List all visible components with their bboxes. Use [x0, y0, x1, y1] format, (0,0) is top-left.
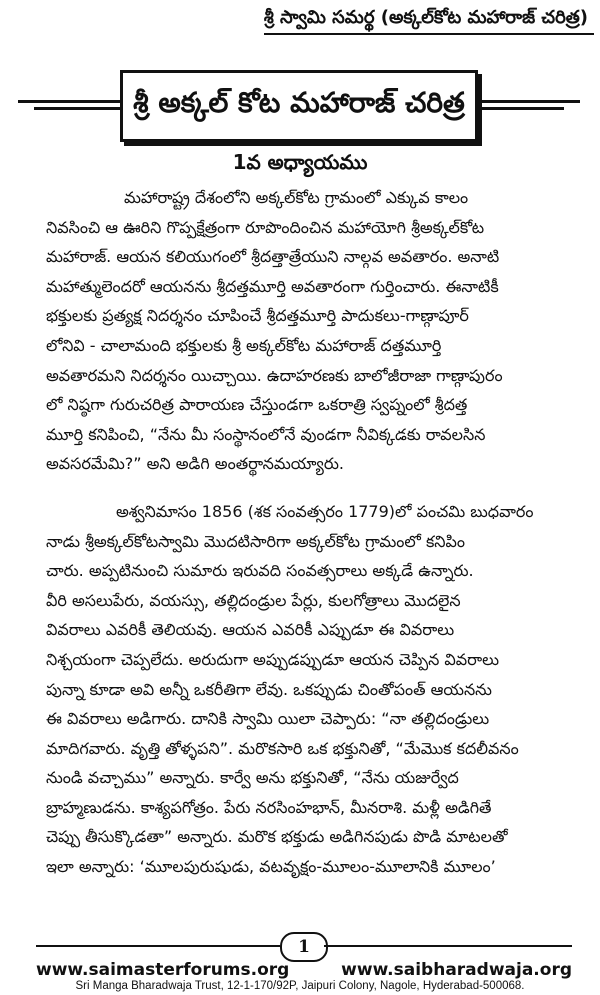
footer-url-right[interactable]: www.saibharadwaja.org	[341, 960, 572, 980]
right-ornament-rail	[476, 107, 564, 110]
left-ornament-rail	[34, 107, 122, 110]
left-ornament-rail	[18, 100, 122, 103]
text-line: నివసించి ఆ ఊరిని గొప్పక్షేత్రంగా రూపొందించిన మహాయోగి శ్రీఅక్కల్‌కోట	[46, 217, 485, 237]
footer-url-left[interactable]: www.saimasterforums.org	[36, 960, 290, 980]
text-line: భక్తులకు ప్రత్యక్ష నిదర్శనం చూపించే శ్రీదత్తమూర్తి పాదుకలు-గాణ్గాపూర్	[46, 306, 469, 326]
text-line: ఈ వివరాలు అడిగారు. దానికి స్వామి యిలా చెప్పారు: “నా తల్లిదండ్రులు	[46, 709, 490, 729]
text-line: అశ్వనిమాసం 1856 (శక సంవత్సరం 1779)లో పంచమి బుధవారం	[116, 501, 534, 521]
page-rule-left	[36, 945, 280, 947]
text-line: లోనివి - చాలామంది భక్తులకు శ్రీ అక్కల్‌కోట మహారాజ్ దత్తమూర్తి	[46, 335, 442, 355]
text-line: మహాత్ములెందరో ఆయనను శ్రీదత్తమూర్తి అవతారంగా గుర్తించారు. ఈనాటికీ	[46, 276, 499, 296]
text-line: నిశ్చయంగా చెప్పలేదు. అరుదుగా అప్పుడప్పుడూ ఆయన చెప్పిన వివరాలు	[46, 649, 500, 669]
text-line: లో నిష్ఠగా గురుచరిత్ర పారాయణ చేస్తుండగా ఒకరాత్రి స్వప్నంలో శ్రీదత్త	[46, 395, 468, 415]
running-head-text: శ్రీ స్వామి సమర్థ (అక్కల్‌కోట మహారాజ్ చరిత్ర)	[263, 7, 588, 28]
text-line: వివరాలు ఎవరికీ తెలియవు. ఆయన ఎవరికీ ఎప్పుడూ ఈ వివరాలు	[46, 620, 455, 640]
paragraph	[46, 497, 586, 882]
right-ornament-rail	[476, 100, 580, 103]
page-title: శ్రీ అక్కల్ కోట మహారాజ్ చరిత్ర	[133, 86, 465, 119]
text-line: బ్రాహ్మణుడను. కాశ్యపగోత్రం. పేరు నరసింహభాన్, మీనరాశి. మళ్లీ అడిగితే	[46, 797, 492, 817]
text-line: అవతారమని నిదర్శనం యిచ్చాయి. ఉదాహరణకు బాలోజీరాజా గాణ్గాపురం	[46, 365, 503, 385]
title-box	[120, 70, 478, 142]
text-line: ఇలా అన్నారు: ‘మూలపురుషుడు, వటవృక్షం-మూలం-మూలానికి మూలం’	[46, 857, 496, 877]
text-line: పున్నా కూడా అవి అన్నీ ఒకరీతిగా లేవు. ఒకప్పుడు చింతోపంత్ ఆయనను	[46, 679, 492, 699]
text-line: నుండి వచ్చాము” అన్నారు. కార్వే అను భక్తునితో, “నేను యజుర్వేద	[46, 768, 459, 788]
text-line: మహారాజ్. ఆయన కలియుగంలో శ్రీదత్తాత్రేయుని నాల్గవ అవతారం. అనాటి	[46, 247, 500, 267]
text-line: చారు. అప్పటినుంచి సుమారు ఇరువది సంవత్సరాలు అక్కడే ఉన్నారు.	[46, 561, 474, 581]
body-text	[46, 183, 586, 882]
title-banner	[14, 70, 586, 142]
chapter-heading: 1వ అధ్యాయము	[232, 150, 368, 174]
page-number-badge	[280, 932, 328, 962]
running-head	[264, 3, 594, 35]
text-line: చెప్పు తీసుక్కొడతా” అన్నారు. మరొక భక్తుడు అడిగినపుడు పొడి మాటలతో	[46, 827, 508, 847]
page-number: 1	[298, 937, 310, 957]
text-line: మహారాష్ట్ర దేశంలోని అక్కల్‌కోట గ్రామంలో ఎక్కువ కాలం	[124, 188, 469, 207]
text-line: వీరి అసలుపేరు, వయస్సు, తల్లిదండ్రుల పేర్లు, కులగోత్రాలు మొదలైన	[46, 590, 461, 610]
paragraph	[46, 183, 586, 479]
page-rule-right	[324, 945, 572, 947]
text-line: మాదిగవారు. వృత్తి తోళ్ళపని”. మరొకసారి ఒక భక్తునితో, “మేమొక కదలీవనం	[46, 738, 519, 758]
footer-address: Sri Manga Bharadwaja Trust, 12-1-170/92P, Jaipuri Colony, Nagole, Hyderabad-500068.	[75, 980, 525, 992]
text-line: నాడు శ్రీఅక్కల్‌కోటస్వామి మొదటిసారిగా అక్కల్‌కోట గ్రామంలో కనిపిం	[46, 531, 466, 551]
text-line: అవసరమేమి?” అని అడిగి అంతర్థానమయ్యారు.	[46, 454, 344, 474]
text-line: మూర్తి కనిపించి, “నేను మీ సంస్థానంలోనే వుండగా నీవిక్కడకు రావలసిన	[46, 424, 486, 444]
